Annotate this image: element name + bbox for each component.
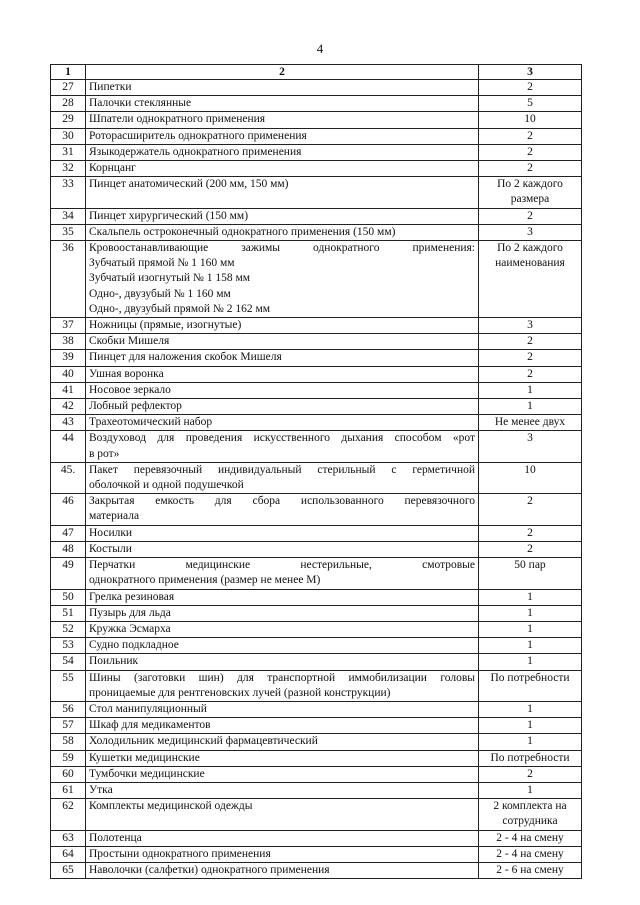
- item-quantity-line: 1: [527, 400, 533, 413]
- row-number: 61: [51, 782, 86, 798]
- item-quantity-line: 2 комплекта на: [493, 800, 567, 813]
- row-number: 60: [51, 766, 86, 782]
- item-name-line: Скобки Мишеля: [89, 335, 170, 348]
- table-row: [51, 112, 582, 128]
- item-quantity: [479, 177, 582, 208]
- row-number: 28: [51, 96, 86, 112]
- table-row: [51, 366, 582, 382]
- item-quantity: [479, 415, 582, 431]
- item-name: [86, 318, 479, 334]
- item-name-line: Судно подкладное: [89, 639, 179, 652]
- item-name: [86, 718, 479, 734]
- item-name-line: в рот»: [89, 447, 120, 460]
- item-quantity: [479, 144, 582, 160]
- table-row: [51, 224, 582, 240]
- item-name: [86, 525, 479, 541]
- table-row: [51, 589, 582, 605]
- item-quantity: [479, 161, 582, 177]
- row-number: 36: [51, 241, 86, 318]
- table-row: [51, 799, 582, 830]
- item-quantity: [479, 670, 582, 701]
- item-name: [86, 750, 479, 766]
- table-row: [51, 334, 582, 350]
- item-name: [86, 589, 479, 605]
- table-body: [51, 80, 582, 879]
- item-quantity-line: 1: [527, 383, 533, 396]
- table-row: [51, 128, 582, 144]
- item-name-line: Ножницы (прямые, изогнутые): [89, 319, 242, 332]
- row-number: 50: [51, 589, 86, 605]
- item-name: [86, 782, 479, 798]
- item-name: [86, 799, 479, 830]
- item-quantity-line: 50 пар: [514, 559, 546, 572]
- item-name-line: Простыни однократного применения: [89, 847, 271, 860]
- table-row: [51, 621, 582, 637]
- row-number: 64: [51, 846, 86, 862]
- row-number: 45.: [51, 462, 86, 493]
- item-name-line: Пузырь для льда: [89, 606, 171, 619]
- table-row: [51, 318, 582, 334]
- item-quantity: [479, 224, 582, 240]
- item-quantity: [479, 766, 582, 782]
- table-row: [51, 177, 582, 208]
- row-number: 53: [51, 638, 86, 654]
- item-quantity: [479, 494, 582, 525]
- item-quantity-line: размера: [510, 193, 550, 206]
- row-number: 55: [51, 670, 86, 701]
- item-name-line: Носилки: [89, 526, 133, 539]
- item-quantity-line: 2: [527, 526, 533, 539]
- item-quantity-line: наименования: [495, 257, 565, 270]
- item-name-line: Пинцет анатомический (200 мм, 150 мм): [89, 178, 289, 191]
- item-name-line: Поильник: [89, 655, 139, 668]
- item-quantity: [479, 654, 582, 670]
- item-name: [86, 80, 479, 96]
- item-quantity: [479, 208, 582, 224]
- table-row: [51, 638, 582, 654]
- item-name: [86, 241, 479, 318]
- item-quantity: [479, 718, 582, 734]
- equipment-table: [50, 64, 582, 879]
- item-name: [86, 144, 479, 160]
- item-name-line: Стол манипуляционный: [89, 702, 207, 715]
- item-quantity: [479, 830, 582, 846]
- item-name-line: Наволочки (салфетки) однократного применения: [89, 863, 330, 876]
- item-quantity: [479, 525, 582, 541]
- item-quantity-line: 2: [527, 367, 533, 380]
- item-name-line: Шпатели однократного применения: [89, 113, 266, 126]
- item-name: [86, 382, 479, 398]
- row-number: 29: [51, 112, 86, 128]
- item-quantity: [479, 80, 582, 96]
- item-quantity: [479, 782, 582, 798]
- item-name: [86, 128, 479, 144]
- table-row: [51, 161, 582, 177]
- item-quantity-line: 2: [527, 495, 533, 508]
- item-quantity-line: 2: [527, 542, 533, 555]
- item-quantity-line: 2: [527, 81, 533, 93]
- item-name: [86, 862, 479, 878]
- item-name: [86, 177, 479, 208]
- item-name: [86, 415, 479, 431]
- item-quantity-line: По потребности: [490, 671, 570, 684]
- item-name-line: Пипетки: [89, 81, 132, 93]
- item-quantity: [479, 462, 582, 493]
- item-name: [86, 846, 479, 862]
- item-name-line: однократного применения (размер не менее М): [89, 574, 321, 587]
- row-number: 58: [51, 734, 86, 750]
- item-name: [86, 96, 479, 112]
- item-name: [86, 224, 479, 240]
- item-quantity-line: 1: [527, 606, 533, 619]
- row-number: 42: [51, 399, 86, 415]
- item-quantity-line: 2: [527, 351, 533, 364]
- item-name: [86, 462, 479, 493]
- item-name-line: Скальпель остроконечный однократного применения (150 мм): [89, 225, 396, 238]
- item-quantity: [479, 366, 582, 382]
- item-name-line: Языкодержатель однократного применения: [89, 145, 302, 158]
- item-name: [86, 208, 479, 224]
- item-quantity-line: 2 - 4 на смену: [496, 831, 564, 844]
- item-quantity: [479, 734, 582, 750]
- row-number: 52: [51, 621, 86, 637]
- item-name-line: Одно-, двузубый № 1 160 мм: [89, 287, 231, 300]
- item-name-line: Палочки стеклянные: [89, 97, 192, 110]
- item-name-line: Холодильник медицинский фармацевтический: [89, 735, 318, 748]
- item-quantity-line: 2 - 4 на смену: [496, 847, 564, 860]
- table-row: [51, 541, 582, 557]
- item-quantity-line: 2: [527, 767, 533, 780]
- item-name-line: Комплекты медицинской одежды: [89, 800, 253, 813]
- item-name-line: Грелка резиновая: [89, 590, 175, 603]
- item-quantity-line: 1: [527, 719, 533, 732]
- item-quantity: [479, 241, 582, 318]
- row-number: 65: [51, 862, 86, 878]
- row-number: 39: [51, 350, 86, 366]
- table-row: [51, 431, 582, 462]
- item-quantity-line: 2: [527, 145, 533, 158]
- item-name: [86, 734, 479, 750]
- row-number: 49: [51, 558, 86, 589]
- item-name-line: Костыли: [89, 542, 132, 555]
- item-quantity: [479, 399, 582, 415]
- table-row: [51, 734, 582, 750]
- item-name-line: Трахеотомический набор: [89, 416, 213, 429]
- item-quantity: [479, 862, 582, 878]
- table-row: [51, 558, 582, 589]
- item-name-line: Закрытая емкость для сбора использованного перевязочного: [89, 495, 475, 508]
- item-quantity-line: 1: [527, 783, 533, 796]
- row-number: 27: [51, 80, 86, 96]
- item-name-line: Ушная воронка: [89, 367, 164, 380]
- item-quantity-line: 2 - 6 на смену: [496, 863, 564, 876]
- item-name-line: Одно-, двузубый прямой № 2 162 мм: [89, 302, 271, 315]
- table-row: [51, 718, 582, 734]
- item-quantity-line: 10: [524, 113, 536, 126]
- item-name-line: Шины (заготовки шин) для транспортной иммобилизации головы: [89, 671, 475, 684]
- item-name: [86, 366, 479, 382]
- item-name-line: Корнцанг: [89, 162, 136, 175]
- item-name: [86, 621, 479, 637]
- row-number: 41: [51, 382, 86, 398]
- table-header-row: [51, 65, 582, 80]
- table-row: [51, 782, 582, 798]
- item-quantity: [479, 382, 582, 398]
- item-name: [86, 830, 479, 846]
- item-quantity: [479, 701, 582, 717]
- item-quantity-line: По 2 каждого: [497, 242, 563, 255]
- item-quantity: [479, 96, 582, 112]
- row-number: 47: [51, 525, 86, 541]
- item-quantity: [479, 541, 582, 557]
- item-name: [86, 541, 479, 557]
- table-row: [51, 862, 582, 878]
- table-row: [51, 462, 582, 493]
- item-name-line: Шкаф для медикаментов: [89, 719, 211, 732]
- item-name: [86, 431, 479, 462]
- item-name: [86, 334, 479, 350]
- item-name-line: Утка: [89, 783, 113, 796]
- table-row: [51, 208, 582, 224]
- item-name: [86, 161, 479, 177]
- item-name-line: проницаемые для рентгеновских лучей (разной конструкции): [89, 686, 391, 699]
- header-col-3: 3: [479, 65, 582, 80]
- row-number: 56: [51, 701, 86, 717]
- item-name-line: Зубчатый прямой № 1 160 мм: [89, 257, 235, 270]
- table-row: [51, 80, 582, 96]
- item-name-line: Кровоостанавливающие зажимы однократного применения:: [89, 242, 475, 255]
- item-quantity-line: 1: [527, 655, 533, 668]
- item-quantity-line: 2: [527, 129, 533, 142]
- item-quantity-line: 3: [527, 225, 533, 238]
- row-number: 46: [51, 494, 86, 525]
- row-number: 48: [51, 541, 86, 557]
- item-quantity: [479, 750, 582, 766]
- item-name-line: Носовое зеркало: [89, 383, 171, 396]
- row-number: 33: [51, 177, 86, 208]
- row-number: 51: [51, 605, 86, 621]
- row-number: 59: [51, 750, 86, 766]
- table-row: [51, 96, 582, 112]
- item-quantity: [479, 112, 582, 128]
- item-name-line: Кружка Эсмарха: [89, 622, 171, 635]
- row-number: 34: [51, 208, 86, 224]
- table-row: [51, 494, 582, 525]
- page-number: 4: [316, 41, 324, 56]
- item-name-line: Пакет перевязочный индивидуальный стерильный с герметичной: [89, 463, 475, 476]
- table-row: [51, 415, 582, 431]
- table-row: [51, 750, 582, 766]
- item-name: [86, 112, 479, 128]
- item-name: [86, 670, 479, 701]
- row-number: 32: [51, 161, 86, 177]
- item-name-line: Роторасширитель однократного применения: [89, 129, 307, 142]
- item-name: [86, 701, 479, 717]
- header-col-1: 1: [51, 65, 86, 80]
- row-number: 38: [51, 334, 86, 350]
- item-quantity-line: По потребности: [490, 751, 570, 764]
- row-number: 63: [51, 830, 86, 846]
- row-number: 57: [51, 718, 86, 734]
- item-name: [86, 558, 479, 589]
- item-name-line: Полотенца: [89, 831, 142, 844]
- table-row: [51, 830, 582, 846]
- item-name: [86, 638, 479, 654]
- table-row: [51, 766, 582, 782]
- item-quantity: [479, 589, 582, 605]
- item-name: [86, 350, 479, 366]
- table-row: [51, 525, 582, 541]
- item-name: [86, 494, 479, 525]
- item-quantity-line: По 2 каждого: [497, 178, 563, 191]
- item-quantity: [479, 350, 582, 366]
- row-number: 54: [51, 654, 86, 670]
- table-row: [51, 846, 582, 862]
- item-name-line: Пинцет для наложения скобок Мишеля: [89, 351, 282, 364]
- item-name-line: материала: [89, 510, 140, 523]
- item-quantity-line: 1: [527, 590, 533, 603]
- item-quantity: [479, 621, 582, 637]
- item-quantity-line: Не менее двух: [494, 416, 566, 429]
- item-quantity: [479, 334, 582, 350]
- item-quantity: [479, 605, 582, 621]
- item-name-line: Лобный рефлектор: [89, 400, 182, 413]
- row-number: 62: [51, 799, 86, 830]
- item-quantity-line: сотрудника: [502, 815, 558, 828]
- item-name: [86, 399, 479, 415]
- item-name: [86, 654, 479, 670]
- item-quantity-line: 3: [527, 319, 533, 332]
- item-name-line: Воздуховод для проведения искусственного дыхания способом «рот: [89, 432, 475, 445]
- table-row: [51, 241, 582, 318]
- row-number: 44: [51, 431, 86, 462]
- item-quantity-line: 2: [527, 335, 533, 348]
- item-quantity: [479, 638, 582, 654]
- item-quantity-line: 1: [527, 702, 533, 715]
- table-row: [51, 382, 582, 398]
- row-number: 43: [51, 415, 86, 431]
- item-name-line: оболочкой и одной подушечкой: [89, 479, 244, 492]
- item-name: [86, 766, 479, 782]
- item-name-line: Кушетки медицинские: [89, 751, 200, 764]
- table-row: [51, 605, 582, 621]
- table-row: [51, 670, 582, 701]
- item-quantity-line: 1: [527, 622, 533, 635]
- item-quantity-line: 1: [527, 735, 533, 748]
- item-name-line: Зубчатый изогнутый № 1 158 мм: [89, 272, 251, 285]
- item-quantity: [479, 558, 582, 589]
- table-row: [51, 654, 582, 670]
- item-name-line: Пинцет хирургический (150 мм): [89, 209, 249, 222]
- row-number: 35: [51, 224, 86, 240]
- item-quantity-line: 1: [527, 639, 533, 652]
- table-row: [51, 350, 582, 366]
- item-quantity-line: 10: [524, 463, 536, 476]
- item-quantity-line: 2: [527, 209, 533, 222]
- row-number: 30: [51, 128, 86, 144]
- item-name-line: Тумбочки медицинские: [89, 767, 205, 780]
- item-quantity-line: 2: [527, 162, 533, 175]
- table-row: [51, 399, 582, 415]
- item-quantity: [479, 799, 582, 830]
- table-row: [51, 701, 582, 717]
- item-quantity-line: 3: [527, 432, 533, 445]
- row-number: 31: [51, 144, 86, 160]
- row-number: 37: [51, 318, 86, 334]
- item-quantity: [479, 431, 582, 462]
- item-quantity: [479, 128, 582, 144]
- item-name: [86, 605, 479, 621]
- item-quantity-line: 5: [527, 97, 533, 110]
- table-row: [51, 144, 582, 160]
- item-quantity: [479, 318, 582, 334]
- item-quantity: [479, 846, 582, 862]
- row-number: 40: [51, 366, 86, 382]
- header-col-2: 2: [86, 65, 479, 80]
- item-name-line: Перчатки медицинские нестерильные, смотровые: [89, 559, 475, 572]
